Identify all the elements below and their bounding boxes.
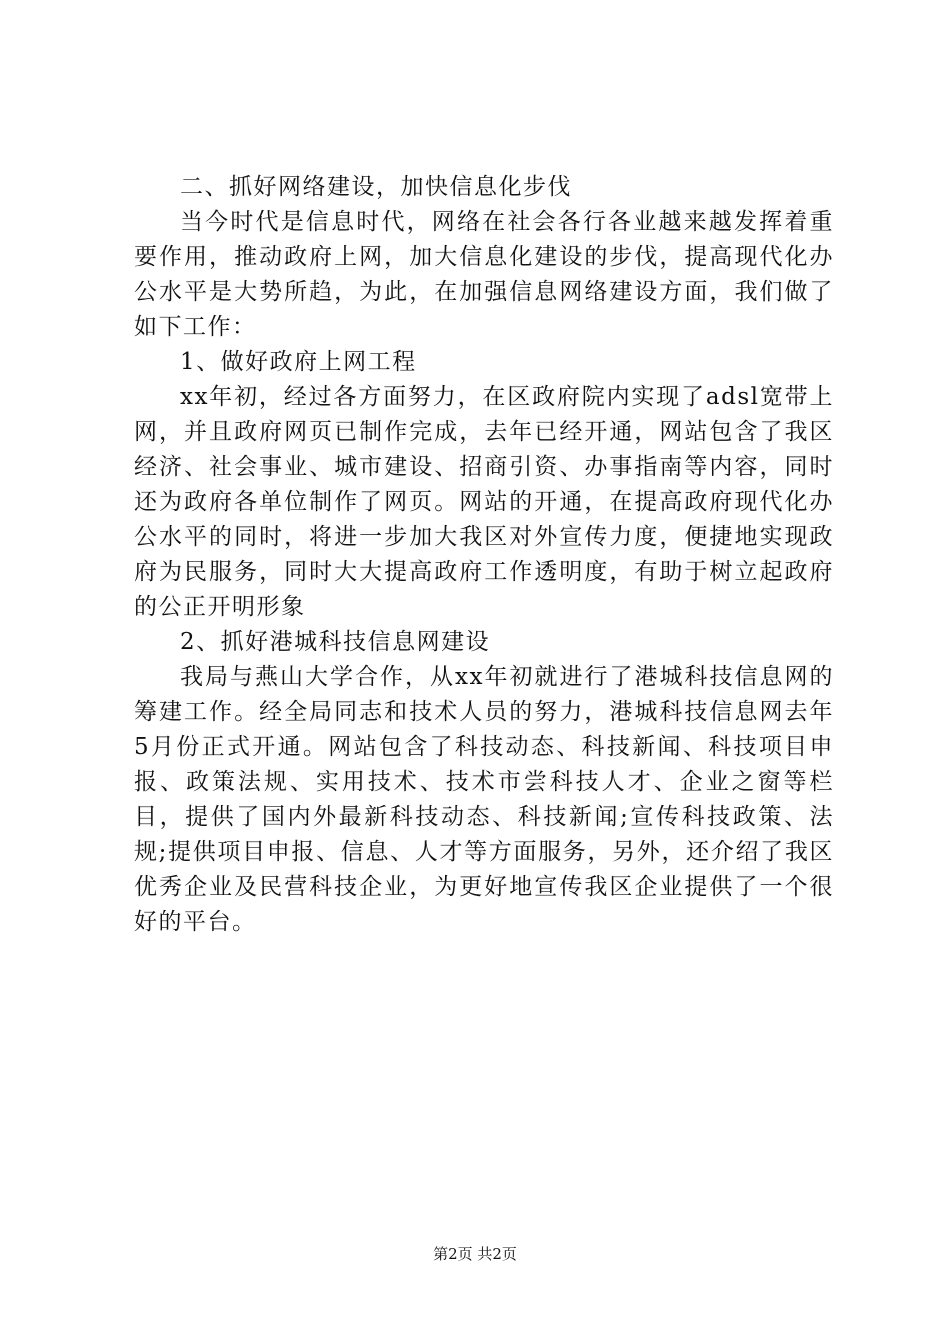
subsection-heading: 1、做好政府上网工程 (180, 349, 417, 375)
section-heading: 二、抓好网络建设，加快信息化步伐 (180, 174, 572, 200)
body-paragraph: 当今时代是信息时代，网络在社会各行各业越来越发挥着重要作用，推动政府上网，加大信息化建设的步伐，提高现代化办公水平是大势所趋，为此，在加强信息网络建设方面，我们做了如下工作： (134, 209, 834, 340)
document-body (134, 170, 834, 940)
body-paragraph: 我局与燕山大学合作，从xx年初就进行了港城科技信息网的筹建工作。经全局同志和技术人员的努力，港城科技信息网去年5月份正式开通。网站包含了科技动态、科技新闻、科技项目申报、政策法规、实用技术、技术市尝科技人才、企业之窗等栏目，提供了国内外最新科技动态、科技新闻;宣传科技政策、法规;提供项目申报、信息、人才等方面服务，另外，还介绍了我区优秀企业及民营科技企业，为更好地宣传我区企业提供了一个很好的平台。 (134, 664, 834, 935)
subsection-heading: 2、抓好港城科技信息网建设 (180, 629, 491, 655)
page-number-footer: 第2页 共2页 (433, 1245, 517, 1263)
body-paragraph: xx年初，经过各方面努力，在区政府院内实现了adsl宽带上网，并且政府网页已制作完成，去年已经开通，网站包含了我区经济、社会事业、城市建设、招商引资、办事指南等内容，同时还为政府各单位制作了网页。网站的开通，在提高政府现代化办公水平的同时，将进一步加大我区对外宣传力度，便捷地实现政府为民服务，同时大大提高政府工作透明度，有助于树立起政府的公正开明形象 (134, 384, 834, 620)
